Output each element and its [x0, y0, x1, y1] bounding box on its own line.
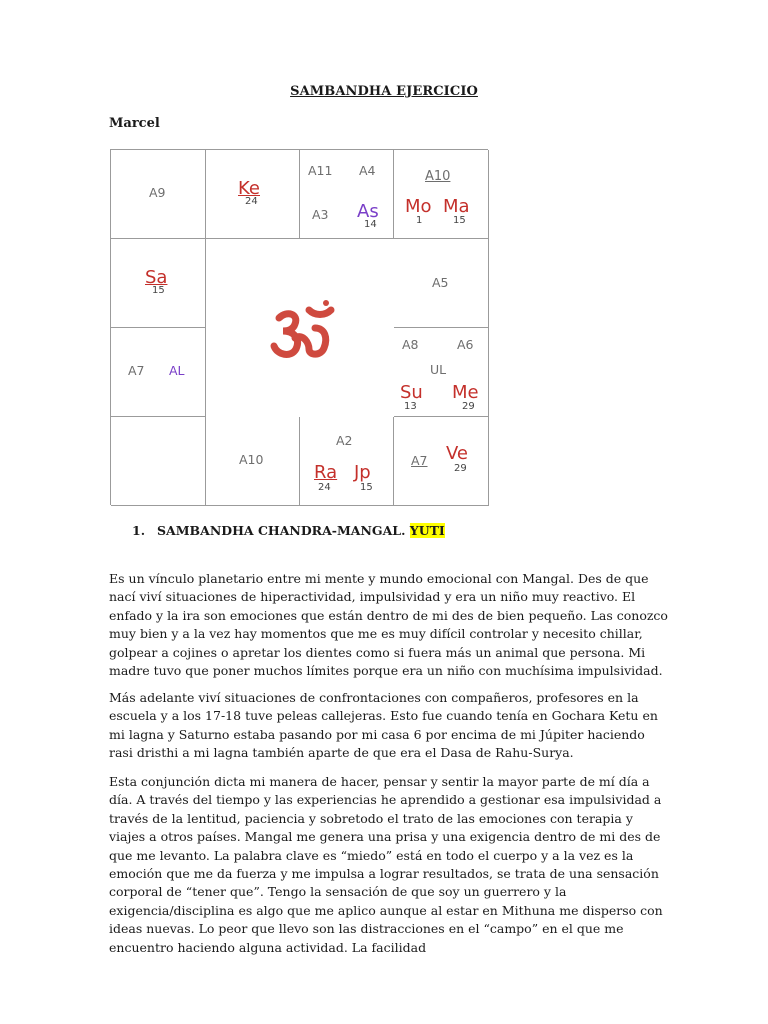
label-a5: A5: [432, 275, 449, 290]
section-heading: [132, 523, 445, 538]
planet-ke: Ke: [238, 178, 260, 199]
paragraph-1: Es un vínculo planetario entre mi mente y mundo emocional con Mangal. Des de que nací viví situaciones de hiperactividad, impulsividad y era un niño muy reactivo. El enfado y la ira son emociones que están dentro de mi des de bien pequeño. Las conozco muy bien y a la vez hay momentos que me es muy difícil controlar y necesito chillar, golpear a cojines o apretar los dientes como si fuera más un animal que persona. Mi madre tuvo que poner muchos límites porque era un niño con muchísima impulsividad.: [109, 571, 668, 679]
chart-house-3: [300, 150, 394, 239]
planet-ve: Ve: [446, 443, 468, 464]
document-title: SAMBANDHA EJERCICIO: [290, 84, 478, 99]
degree-ve: 29: [454, 463, 467, 474]
paragraph-3: Esta conjunción dicta mi manera de hacer, pensar y sentir la mayor parte de mí día a día. A través del tiempo y las experiencias he aprendido a gestionar esa impulsividad a través de la lentitud, paciencia y sobretodo el trato de las emociones con terapia y viajes a otros países. Mangal me genera una prisa y una exigencia dentro de mi des de que me levanto. La palabra clave es “miedo” está en todo el cuerpo y a la vez es la emoción que me da fuerza y me impulsa a lograr resultados, se trata de una sensación corporal de “tener que”. Tengo la sensación de que soy un guerrero y la exigencia/disciplina es algo que me aplico aunque al estar en Mithuna me disperso con ideas nuevas. Lo peor que llevo son las distracciones en el “campo” en el que me encuentro haciendo alguna actividad. La facilidad: [109, 774, 663, 955]
degree-mo: 1: [416, 215, 423, 226]
planet-mo: Mo: [405, 196, 432, 217]
degree-jp: 15: [360, 482, 373, 493]
birth-chart: [110, 149, 488, 505]
degree-sa: 15: [152, 285, 165, 296]
label-a10-top: A10: [425, 169, 451, 184]
chart-house-5: [111, 239, 206, 328]
label-ul: UL: [430, 362, 447, 377]
chart-house-12: [394, 417, 489, 506]
degree-su: 13: [404, 401, 417, 412]
chart-house-2: [206, 150, 300, 239]
label-a10-bottom: A10: [239, 452, 264, 467]
chart-house-10: [206, 417, 300, 506]
label-a11: A11: [308, 163, 333, 178]
degree-ra: 24: [318, 482, 331, 493]
planet-jp: Jp: [354, 462, 371, 483]
degree-as: 14: [364, 219, 377, 230]
chart-house-6: [394, 239, 489, 328]
label-a7-right: A7: [411, 453, 428, 468]
label-a4: A4: [359, 163, 376, 178]
chart-house-8: [394, 328, 489, 417]
label-a9: A9: [149, 185, 166, 200]
planet-me: Me: [452, 382, 479, 403]
chart-house-7: [111, 328, 206, 417]
degree-ma: 15: [453, 215, 466, 226]
lagna-as: As: [357, 201, 379, 222]
chart-house-1: [111, 150, 206, 239]
label-a2: A2: [336, 433, 353, 448]
section-highlight: YUTI: [409, 523, 445, 538]
label-a7-left: A7: [128, 363, 145, 378]
label-a6: A6: [457, 337, 474, 352]
degree-me: 29: [462, 401, 475, 412]
chart-house-9: [111, 417, 206, 506]
label-a3: A3: [312, 207, 329, 222]
label-al: AL: [169, 363, 185, 378]
section-number: 1.: [132, 523, 146, 538]
section-title: SAMBANDHA CHANDRA-MANGAL.: [157, 523, 406, 538]
person-name: Marcel: [109, 116, 160, 131]
chart-house-4: [394, 150, 489, 239]
chart-house-11: [300, 417, 394, 506]
planet-su: Su: [400, 382, 423, 403]
label-a8: A8: [402, 337, 419, 352]
planet-ma: Ma: [443, 196, 470, 217]
degree-ke: 24: [245, 196, 258, 207]
paragraph-2: Más adelante viví situaciones de confrontaciones con compañeros, profesores en la escuela y a los 17-18 tuve peleas callejeras. Esto fue cuando tenía en Gochara Ketu en mi lagna y Saturno estaba pasando por mi casa 6 por encima de mi Júpiter haciendo rasi dristhi a mi lagna también aparte de que era el Dasa de Rahu-Surya.: [109, 690, 658, 761]
om-symbol-icon: [269, 300, 339, 362]
planet-ra: Ra: [314, 462, 338, 483]
planet-sa: Sa: [145, 267, 168, 288]
